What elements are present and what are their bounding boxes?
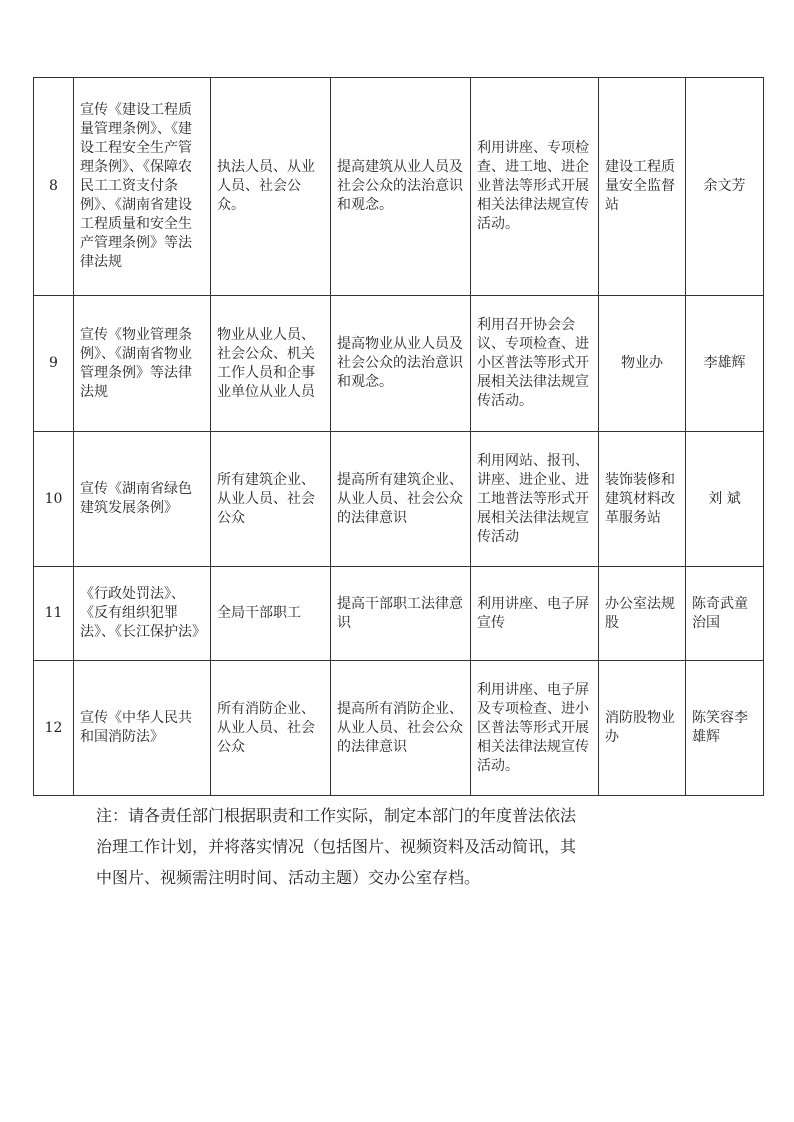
row-number: 10 bbox=[34, 432, 74, 567]
publicity-goal: 提高建筑从业人员及社会公众的法治意识和观念。 bbox=[331, 78, 471, 296]
table-row bbox=[34, 78, 764, 296]
target-audience: 全局干部职工 bbox=[211, 567, 331, 661]
publicity-method: 利用网站、报刊、讲座、进企业、进工地普法等形式开展相关法律法规宣传活动 bbox=[471, 432, 599, 567]
responsible-department: 建设工程质量安全监督站 bbox=[599, 78, 686, 296]
responsible-department: 办公室法规股 bbox=[599, 567, 686, 661]
row-number: 8 bbox=[34, 78, 74, 296]
responsible-person: 刘 斌 bbox=[686, 432, 764, 567]
publicity-content: 宣传《物业管理条例》、《湖南省物业管理条例》等法律法规 bbox=[74, 296, 211, 432]
publicity-content: 宣传《湖南省绿色建筑发展条例》 bbox=[74, 432, 211, 567]
responsible-person: 李雄辉 bbox=[686, 296, 764, 432]
publicity-goal: 提高干部职工法律意识 bbox=[331, 567, 471, 661]
table-row bbox=[34, 661, 764, 796]
publicity-method: 利用讲座、电子屏宣传 bbox=[471, 567, 599, 661]
publicity-goal: 提高所有消防企业、从业人员、社会公众的法律意识 bbox=[331, 661, 471, 796]
row-number: 12 bbox=[34, 661, 74, 796]
responsible-person: 陈奇武童治国 bbox=[686, 567, 764, 661]
footnote-line: 治理工作计划，并将落实情况（包括图片、视频资料及活动简讯，其 bbox=[96, 837, 577, 856]
responsible-department: 消防股物业办 bbox=[599, 661, 686, 796]
responsible-department: 装饰装修和建筑材料改革服务站 bbox=[599, 432, 686, 567]
publicity-content: 宣传《建设工程质量管理条例》、《建设工程安全生产管理条例》、《保障农民工工资支付条例》、《湖南省建设工程质量和安全生产管理条例》等法律法规 bbox=[74, 78, 211, 296]
responsible-department: 物业办 bbox=[599, 296, 686, 432]
target-audience: 所有建筑企业、从业人员、社会公众 bbox=[211, 432, 331, 567]
law-publicity-plan-table bbox=[33, 77, 764, 796]
footnote-line: 中图片、视频需注明时间、活动主题）交办公室存档。 bbox=[96, 868, 481, 887]
responsible-person: 陈笑容李雄辉 bbox=[686, 661, 764, 796]
publicity-method: 利用召开协会会议、专项检查、进小区普法等形式开展相关法律法规宣传活动。 bbox=[471, 296, 599, 432]
publicity-method: 利用讲座、电子屏及专项检查、进小区普法等形式开展相关法律法规宣传活动。 bbox=[471, 661, 599, 796]
table-row bbox=[34, 567, 764, 661]
footnote-line: 注：请各责任部门根据职责和工作实际，制定本部门的年度普法依法 bbox=[96, 806, 577, 825]
publicity-method: 利用讲座、专项检查、进工地、进企业普法等形式开展相关法律法规宣传活动。 bbox=[471, 78, 599, 296]
target-audience: 所有消防企业、从业人员、社会公众 bbox=[211, 661, 331, 796]
target-audience: 物业从业人员、社会公众、机关工作人员和企事业单位从业人员 bbox=[211, 296, 331, 432]
row-number: 9 bbox=[34, 296, 74, 432]
target-audience: 执法人员、从业人员、社会公众。 bbox=[211, 78, 331, 296]
publicity-goal: 提高物业从业人员及社会公众的法治意识和观念。 bbox=[331, 296, 471, 432]
responsible-person: 余文芳 bbox=[686, 78, 764, 296]
table-row bbox=[34, 432, 764, 567]
footnote bbox=[96, 800, 716, 893]
table-row bbox=[34, 296, 764, 432]
publicity-goal: 提高所有建筑企业、从业人员、社会公众的法律意识 bbox=[331, 432, 471, 567]
publicity-content: 《行政处罚法》、《反有组织犯罪法》、《长江保护法》 bbox=[74, 567, 211, 661]
publicity-content: 宣传《中华人民共和国消防法》 bbox=[74, 661, 211, 796]
row-number: 11 bbox=[34, 567, 74, 661]
